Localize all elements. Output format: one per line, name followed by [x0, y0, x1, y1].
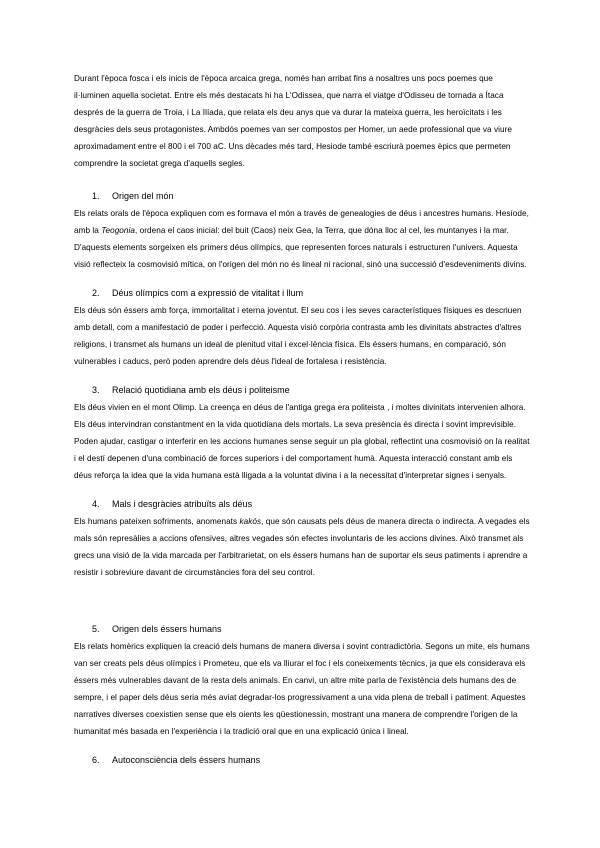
intro-paragraph: Durant l'època fosca i els inicis de l'època arcaica grega, només han arribat fins a nosaltres uns pocs poemes que il·luminen aquella societat. Entre els més destacats hi ha L'Odissea, que narra el viatge d'Odisseu de tornada a Ítaca després de la guerra de Troia, i La Ilíada, que relata els deu anys que va durar la mateixa guerra, les heroïcitats i les desgràcies dels seus protagonistes. Ambdós poemes van ser compostos per Homer, un aede professional que va viure aproximadament entre el 800 i el 700 aC. Uns dècades més tard, Hesiode també escriurà poemes èpics que permeten comprendre la societat grega d'aquells segles.: [74, 74, 512, 168]
section-heading: [74, 188, 530, 205]
section-heading: [74, 752, 530, 769]
emphasis-text: Teogonia: [101, 226, 135, 235]
section-title: Relació quotidiana amb els déus i politeisme: [112, 385, 290, 395]
section-number: 4.: [92, 499, 100, 509]
section-3: [74, 382, 530, 484]
section-heading: [74, 382, 530, 399]
section-number: 5.: [92, 624, 100, 634]
section-body: Els déus són éssers amb força, immortalitat i eterna joventut. El seu cos i les seves característiques físiques es descriuen amb detall, com a manifestació de poder i perfecció. Aquesta visió corpòria contrasta amb les divinitats abstractes d'altres religions, i transmet als humans un ideal de plenitud vital i excel·lència física. Els éssers humans, en comparació, són vulnerables i caducs, però poden aprendre dels déus l'ideal de fortalesa i resistència.: [74, 306, 522, 366]
section-body: [74, 205, 530, 273]
section-heading: [74, 621, 530, 638]
section-number: 2.: [92, 288, 100, 298]
body-text: Els relats orals de l'època expliquen com es formava el món a través de genealogies de déus i ancestres humans. Hesíode, amb la: [74, 209, 529, 235]
section-body: [74, 513, 530, 581]
emphasis-text: kakós: [239, 517, 262, 526]
section-4: [74, 496, 530, 581]
body-text: , que són causats pels déus de manera directa o indirecta. A vegades els mals són represàlies a accions ofensives, altres vegades són efectes involuntaris de les accions divines. Això transmet als grecs una visió de la vida marcada per l'arbitrarietat, on els éssers humans han de suportar els seus patiments i aprendre a resistir i sobreviure davant de circumstàncies fora del seu control.: [74, 517, 530, 577]
section-title: Déus olímpics com a expressió de vitalitat i llum: [112, 288, 304, 298]
section-number: 3.: [92, 385, 100, 395]
document-page: [74, 70, 530, 769]
section-title: Mals i desgràcies atribuïts als déus: [112, 499, 253, 509]
section-title: Origen dels éssers humans: [112, 624, 222, 634]
section-2: [74, 285, 530, 370]
section-body: Els relats homèrics expliquen la creació dels humans de manera diversa i sovint contradictòria. Segons un mite, els humans van ser creats pels déus olímpics i Prometeu, que els va lliurar el foc i els coneixements tècnics, ja que els considerava els éssers més vulnerables davant de la resta dels animals. En canvi, un altre mite parla de l'existència dels humans des de sempre, i el paper dels déus seria més aviat degradar-los progressivament a una vida plena de treball i patiment. Aquestes narratives diverses coexistien sense que els oients les qüestionessin, mostrant una manera de comprendre l'origen de la humanitat més basada en l'experiència i la tradició oral que en una explicació única i lineal.: [74, 642, 530, 736]
section-number: 1.: [92, 191, 100, 201]
section-body: Els déus vivien en el mont Olimp. La creença en déus de l'antiga grega era politeista , i moltes divinitats intervenien alhora. Els déus intervindran constantment en la vida quotidiana dels mortals. La seva presència és directa i sovint imprevisible. Poden ajudar, castigar o interferir en les accions humanes sense seguir un pla global, reflectint una cosmovisió on la realitat i el destí depenen d'una combinació de forces superiors i del comportament humà. Aquesta interacció constant amb els déus reforça la idea que la vida humana està lligada a la voluntat divina i a la necessitat d'interpretar signes i senyals.: [74, 403, 530, 480]
body-text: Els humans pateixen sofriments, anomenats: [74, 517, 240, 526]
section-title: Autoconsciència dels éssers humans: [112, 755, 261, 765]
section-heading: [74, 496, 530, 513]
section-title: Origen del món: [112, 191, 174, 201]
section-5: [74, 621, 530, 740]
section-number: 6.: [92, 755, 100, 765]
body-text: , ordena el caos inicial: del buit (Caos) neix Gea, la Terra, que dóna lloc al cel, les muntanyes i la mar. D'aquests elements sorgeixen els primers déus olímpics, que representen forces naturals i estructuren l'univers. Aquesta visió reflecteix la cosmovisió mítica, on l'origen del món no és lineal ni racional, sinó una successió d'esdeveniments divins.: [74, 226, 527, 269]
section-1: [74, 188, 530, 273]
section-6: [74, 752, 530, 769]
section-heading: [74, 285, 530, 302]
